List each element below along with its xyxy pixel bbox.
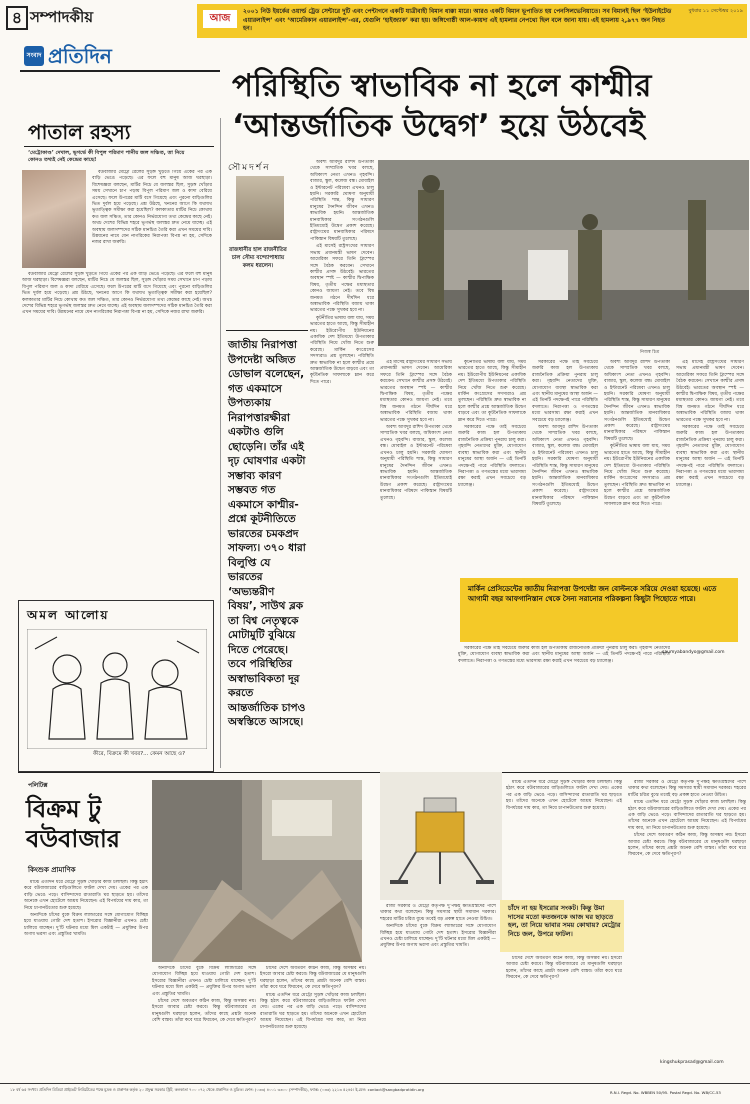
today-label: আজ	[203, 10, 237, 28]
column-body-1-end: কূটনীতির ভাষায় বলা যায়, সময় ভারতের হাতে আছে, কিন্তু সীমাহীন নয়। ইউরোপীয় ইউনিয়নের একাধিক দেশ ইতিমধ্যে উপত্যকার পরিস্থিতি নিয়ে খোঁজ নিতে শুরু করেছে। মার্কিন কংগ্রেসের সদস্যরাও প্রশ্ন তুলছেন। পরিস্থিতি দ্রুত স্বাভাবিক না হলে কাশ্মীর প্রশ্নে আন্তর্জাতিক উদ্বেগ বাড়বে এবং তা কূটনৈতিক সাফল্যকে ম্লান করে দিতে পারে।	[310, 315, 374, 385]
column-body-2-text: এই মাসেই রাষ্ট্রসংঘের সাধারণ সভায় প্রধানমন্ত্রী ভাষণ দেবেন। আমেরিকা সফরে তিনি ট্রাম্পের সঙ্গে বৈঠক করবেন। সেখানে কাশ্মীর প্রসঙ্গ উঠবেই। ভারতের অবস্থান স্পষ্ট — কাশ্মীর দ্বিপাক্ষিক বিষয়, তৃতীয় পক্ষের মধ্যস্থতার কোনও জায়গা নেই। তবে বিশ্ব জনমত গঠনে দীর্ঘদিন ধরে অস্বাভাবিক পরিস্থিতি বজায় থাকা ভারতের পক্ষে সুখকর হবে না।	[380, 360, 452, 423]
feature-body-7-end: চাঁদের দেশে অবতরণ কঠিন কাজ, কিন্তু অসম্ভব নয়। ইসরো আবার চেষ্টা করবে। কিন্তু বউবাজারের যে মানুষগুলি ঘরছাড়া হলেন, তাঁদের কাছে প্রশ্নটা অনেক বেশি বাস্তব। তাঁরা কবে ঘরে ফিরবেন, কে দেবে ক্ষতিপূরণ?	[628, 833, 746, 858]
column-author-email: saumyabandyo@gmail.com	[662, 650, 725, 655]
feature-byline: কিংশুক প্রামাণিক	[28, 866, 76, 874]
editorial-body-text: বউবাজার মেট্রো রেলের সুড়ঙ্গ খুঁড়তে গিয়ে একের পর এক বাড়ি ভেঙে পড়েছে। এর ফলে বহু মানুষ আজ ঘরছাড়া। বিশেষজ্ঞরা বলছেন, মাটির নিচে যে জলস্তর ছিল, সুড়ঙ্গ খোঁড়ার সময় সেখানে চাপ পড়ায় বিপুল পরিমাণ জল ও কাদা বেরিয়ে এসেছে। ফলে উপরের মাটি বসে গিয়েছে এবং পুরনো বাড়িগুলির ভিত দুর্বল হয়ে পড়েছে। প্রশ্ন উঠছে, খননের আগে কি যথাযথ ভূতাত্ত্বিক সমীক্ষা করা হয়েছিল? কলকাতার মাটির নিচে কোথায় কত জল সঞ্চিত, তার কোনও নির্ভরযোগ্য তথ্য কেন্দ্রের কাছে নেই। অথচ দেশের বিভিন্ন শহরে ভূগর্ভস্থ জলস্তর দ্রুত নেমে যাচ্ছে। এই অবস্থায় জলসম্পদের সঠিক মানচিত্র তৈরি করা এখন সময়ের দাবি। উন্নয়নের নামে যেন নাগরিকের নিরাপত্তা বিপন্ন না হয়, সেদিকে নজর রাখা জরুরি।	[22, 272, 212, 316]
feature-callout-text: চাঁদে না হয় ইসরোর সংকট। কিন্তু উমা দাসের মতো কতজনকে আজ ঘর ছাড়তে হল, তা নিয়ে ভাবার সময় কোথায়? মেট্রোর নিচে জল, উপরে ফাটল।	[508, 904, 621, 938]
registration-number: R.N.I. Regd. No. WBBEN 50/95. Postal Regd. No. WB/CC-53	[610, 1090, 721, 1095]
feature-body-3	[260, 966, 366, 1078]
imprint-footer	[0, 1083, 750, 1104]
feature-body-4-more: অন্যদিকে চাঁদের বুকে বিক্রম ল্যান্ডারের সঙ্গে যোগাযোগ বিচ্ছিন্ন হয়ে যাওয়ায় গোটা দেশ হতাশ। ইসরোর বিজ্ঞানীরা এখনও চেষ্টা চালিয়ে যাচ্ছেন। দু’টি ঘটনার মধ্যে মিল একটাই — প্রযুক্তির উপর অগাধ ভরসা এবং প্রস্তুতির খামতি।	[380, 924, 496, 949]
highlight-box	[460, 578, 738, 642]
feature-body-3-more: মাঝে এতদিন ধরে মেট্রো সুড়ঙ্গ খোঁড়ার কাজ চলছিল। কিন্তু হঠাৎ করে বউবাজারের বাড়িগুলিতে ফাটল দেখা দেয়। একের পর এক বাড়ি ভেঙে পড়ে। বাসিন্দাদের রাতারাতি ঘর ছাড়তে হয়। তাঁদের অনেকে এখন হোটেলে আশ্রয় নিয়েছেন। এই বিপর্যয়ের দায় কার, তা নিয়ে চাপানউতোর শুরু হয়েছে।	[260, 992, 366, 1030]
feature-body-4-text: রাজ্য সরকার ও মেট্রো কর্তৃপক্ষ দু’পক্ষই ক্ষতিগ্রস্তদের পাশে থাকার কথা বলেছেন। কিন্তু সমস্যার স্থায়ী সমাধান দরকার। শহরের মাটির চরিত্র বুঝে তবেই বড় প্রকল্প হাতে নেওয়া উচিত।	[380, 904, 496, 922]
editorial-rule	[24, 146, 214, 147]
column-body-3-text: কূটনীতির ভাষায় বলা যায়, সময় ভারতের হাতে আছে, কিন্তু সীমাহীন নয়। ইউরোপীয় ইউনিয়নের একাধিক দেশ ইতিমধ্যে উপত্যকার পরিস্থিতি নিয়ে খোঁজ নিতে শুরু করেছে। মার্কিন কংগ্রেসের সদস্যরাও প্রশ্ন তুলছেন। পরিস্থিতি দ্রুত স্বাভাবিক না হলে কাশ্মীর প্রশ্নে আন্তর্জাতিক উদ্বেগ বাড়বে এবং তা কূটনৈতিক সাফল্যকে ম্লান করে দিতে পারে।	[458, 360, 526, 423]
editorial-lede: ‘মেট্রোকাণ্ড’ দেখাল, ভূগর্ভে কী বিপুল পরিমাণ পানীয় জল সঞ্চিত, তা নিয়ে কোনও তথ্যই নেই কেন্দ্রের কাছে!	[28, 150, 185, 163]
column-body-5	[604, 360, 670, 572]
issue-date: বুধবার ১১ সেপ্টেম্বর ২০১৯	[688, 8, 743, 14]
column-body-4-text: সরকারের পক্ষে তাই সবচেয়ে জরুরি কাজ হল উপত্যকায় রাজনৈতিক প্রক্রিয়া পুনরায় চালু করা। গৃহবন্দি নেতাদের মুক্তি, যোগাযোগ ব্যবস্থা স্বাভাবিক করা এবং স্থানীয় মানুষের আস্থা অর্জন — এই তিনটি পদক্ষেপই পারে পরিস্থিতি বদলাতে। নিরাপত্তা ও গণতন্ত্রের মধ্যে ভারসাম্য রক্ষা করাই এখন সবচেয়ে বড় চ্যালেঞ্জ।	[532, 360, 598, 423]
feature-author-email: kingshukprasad@gmail.com	[660, 1060, 724, 1065]
building-collapse-photo	[152, 780, 362, 962]
feature-body-7	[628, 780, 746, 1056]
cartoon-tag: অমল আলোয়	[27, 608, 110, 622]
page-number: ৪	[6, 6, 28, 30]
cartoon-panel	[18, 600, 214, 772]
author-blurb: রাজধানীর হাল রাজনীতির চাল সৌম্য বন্দ্যোপাধ্যায় কলম ধরলেন।	[229, 247, 287, 269]
logo-rule	[20, 70, 220, 72]
editorial-title: পাতাল রহস্য	[28, 120, 131, 144]
today-in-history-box	[197, 4, 747, 38]
collapse-thumbnail	[22, 170, 86, 268]
column-body-1-more: এই মাসেই রাষ্ট্রসংঘের সাধারণ সভায় প্রধানমন্ত্রী ভাষণ দেবেন। আমেরিকা সফরে তিনি ট্রাম্পের সঙ্গে বৈঠক করবেন। সেখানে কাশ্মীর প্রসঙ্গ উঠবেই। ভারতের অবস্থান স্পষ্ট — কাশ্মীর দ্বিপাক্ষিক বিষয়, তৃতীয় পক্ষের মধ্যস্থতার কোনও জায়গা নেই। তবে বিশ্ব জনমত গঠনে দীর্ঘদিন ধরে অস্বাভাবিক পরিস্থিতি বজায় থাকা ভারতের পক্ষে সুখকর হবে না।	[310, 244, 374, 314]
collapse-photo-scene	[152, 780, 362, 962]
feature-body-7-text: রাজ্য সরকার ও মেট্রো কর্তৃপক্ষ দু’পক্ষই ক্ষতিগ্রস্তদের পাশে থাকার কথা বলেছেন। কিন্তু সমস্যার স্থায়ী সমাধান দরকার। শহরের মাটির চরিত্র বুঝে তবেই বড় প্রকল্প হাতে নেওয়া উচিত।	[628, 780, 746, 798]
kashmir-security-photo	[378, 160, 749, 346]
chandrayaan-lander-illustration	[380, 772, 502, 900]
feature-section-tag: পলিটিক্স	[28, 782, 48, 789]
feature-body-7-more: মাঝে এতদিন ধরে মেট্রো সুড়ঙ্গ খোঁড়ার কাজ চলছিল। কিন্তু হঠাৎ করে বউবাজারের বাড়িগুলিতে ফাটল দেখা দেয়। একের পর এক বাড়ি ভেঙে পড়ে। বাসিন্দাদের রাতারাতি ঘর ছাড়তে হয়। তাঁদের অনেকে এখন হোটেলে আশ্রয় নিয়েছেন। এই বিপর্যয়ের দায় কার, তা নিয়ে চাপানউতোর শুরু হয়েছে।	[628, 800, 746, 831]
feature-body-1-more: অন্যদিকে চাঁদের বুকে বিক্রম ল্যান্ডারের সঙ্গে যোগাযোগ বিচ্ছিন্ন হয়ে যাওয়ায় গোটা দেশ হতাশ। ইসরোর বিজ্ঞানীরা এখনও চেষ্টা চালিয়ে যাচ্ছেন। দু’টি ঘটনার মধ্যে মিল একটাই — প্রযুক্তির উপর অগাধ ভরসা এবং প্রস্তুতির খামতি।	[24, 913, 148, 938]
cartoon-drawing	[27, 629, 207, 749]
newspaper-logo	[24, 44, 194, 68]
feature-body-5-text: মাঝে এতদিন ধরে মেট্রো সুড়ঙ্গ খোঁড়ার কাজ চলছিল। কিন্তু হঠাৎ করে বউবাজারের বাড়িগুলিতে ফাটল দেখা দেয়। একের পর এক বাড়ি ভেঙে পড়ে। বাসিন্দাদের রাতারাতি ঘর ছাড়তে হয়। তাঁদের অনেকে এখন হোটেলে আশ্রয় নিয়েছেন। এই বিপর্যয়ের দায় কার, তা নিয়ে চাপানউতোর শুরু হয়েছে।	[506, 780, 622, 811]
feature-body-6	[506, 956, 622, 1078]
column-body-5-more: কূটনীতির ভাষায় বলা যায়, সময় ভারতের হাতে আছে, কিন্তু সীমাহীন নয়। ইউরোপীয় ইউনিয়নের একাধিক দেশ ইতিমধ্যে উপত্যকার পরিস্থিতি নিয়ে খোঁজ নিতে শুরু করেছে। মার্কিন কংগ্রেসের সদস্যরাও প্রশ্ন তুলছেন। পরিস্থিতি দ্রুত স্বাভাবিক না হলে কাশ্মীর প্রশ্নে আন্তর্জাতিক উদ্বেগ বাড়বে এবং তা কূটনৈতিক সাফল্যকে ম্লান করে দিতে পারে।	[604, 444, 670, 507]
feature-body-2	[152, 966, 256, 1078]
column-body-1-text: অবশ্য আবদুর রাশিদ উপত্যকা থেকে সাম্প্রতিক খবর বলছে, অধিকাংশ নেতা এখনও গৃহবন্দি। বাজার, স্কুল, কলেজ বন্ধ। মোবাইল ও ইন্টারনেট পরিষেবা এখনও চালু হয়নি। সরকারি ঘোষণা অনুযায়ী পরিস্থিতি শান্ত, কিন্তু সাধারণ মানুষের দৈনন্দিন জীবন এখনও স্বাভাবিক হয়নি। আন্তর্জাতিক মানবাধিকার সংগঠনগুলি ইতিমধ্যেই উদ্বেগ প্রকাশ করেছে। রাষ্ট্রসংঘের মানবাধিকার পরিষদে পাকিস্তান বিষয়টি তুলেছে।	[310, 160, 374, 242]
feature-callout	[500, 900, 624, 952]
column-body-4	[532, 360, 598, 572]
pullquote: জাতীয় নিরাপত্তা উপদেষ্টা অজিত ডোভাল বলেছেন, গত একমাসে উপত্যকায় নিরাপত্তারক্ষীরা একটাও গুলি ছোড়েনি। তাঁর এই দৃঢ় ঘোষণার একটা সম্ভাব্য কারণ সম্ভবত গত একমাসে কাশ্মীর-প্রশ্নে কূটনীতিতে ভারতের চমকপ্রদ সাফল্য। ৩৭০ ধারা বিলুপ্তি যে ভারতের ‘অভ্যন্তরীণ বিষয়’, সাউথ ব্লক তা বিশ্ব নেতৃত্বকে মোটামুটি বুঝিয়ে দিতে পেরেছে। তবে পরিস্থিতির অস্বাভাবিকতা দূর করতে আন্তর্জাতিক চাপও অস্বস্তিতে আসছে।	[228, 339, 306, 728]
column-body-2	[380, 360, 452, 768]
editorial-body-top	[92, 170, 212, 270]
column-body-6-text: এই মাসেই রাষ্ট্রসংঘের সাধারণ সভায় প্রধানমন্ত্রী ভাষণ দেবেন। আমেরিকা সফরে তিনি ট্রাম্পের সঙ্গে বৈঠক করবেন। সেখানে কাশ্মীর প্রসঙ্গ উঠবেই। ভারতের অবস্থান স্পষ্ট — কাশ্মীর দ্বিপাক্ষিক বিষয়, তৃতীয় পক্ষের মধ্যস্থতার কোনও জায়গা নেই। তবে বিশ্ব জনমত গঠনে দীর্ঘদিন ধরে অস্বাভাবিক পরিস্থিতি বজায় থাকা ভারতের পক্ষে সুখকর হবে না।	[676, 360, 744, 423]
editorial-body	[22, 272, 212, 590]
today-text: ২০০১ নিউ ইয়র্কের ওয়ার্ল্ড ট্রেড সেন্টারে দুটি এবং পেন্টাগনে একটি যাত্রীবাহী বিমান ধাক্কা মারে। আরও একটি বিমান ভূপাতিত হয় পেনসিলভেনিয়াতে। সব বিমানই ছিল ‘ইউনাইটেড এয়ারলাইন্স’ এবং ‘আমেরিকান এয়ারলাইন্স’-এর, যেগুলি ‘হাইজ্যাক’ করা হয়। জঙ্গিগোষ্ঠী আল-কায়দা এই হামলার নেপথ্যে ছিল বলে জানা যায়। এই হামলায় ২,৯৭৭ জন নিহত হন।	[243, 8, 672, 32]
logo-text: প্রতিদিন	[48, 44, 112, 68]
column-body-7-text: সরকারের পক্ষে তাই সবচেয়ে জরুরি কাজ হল উপত্যকায় রাজনৈতিক প্রক্রিয়া পুনরায় চালু করা। গৃহবন্দি নেতাদের মুক্তি, যোগাযোগ ব্যবস্থা স্বাভাবিক করা এবং স্থানীয় মানুষের আস্থা অর্জন — এই তিনটি পদক্ষেপই পারে পরিস্থিতি বদলাতে। নিরাপত্তা ও গণতন্ত্রের মধ্যে ভারসাম্য রক্ষা করাই এখন সবচেয়ে বড় চ্যালেঞ্জ।	[458, 646, 670, 664]
feature-title: বিক্রম টু বউবাজার	[26, 795, 121, 853]
pullquote-rule	[226, 330, 308, 331]
column-body-5-text: অবশ্য আবদুর রাশিদ উপত্যকা থেকে সাম্প্রতিক খবর বলছে, অধিকাংশ নেতা এখনও গৃহবন্দি। বাজার, স্কুল, কলেজ বন্ধ। মোবাইল ও ইন্টারনেট পরিষেবা এখনও চালু হয়নি। সরকারি ঘোষণা অনুযায়ী পরিস্থিতি শান্ত, কিন্তু সাধারণ মানুষের দৈনন্দিন জীবন এখনও স্বাভাবিক হয়নি। আন্তর্জাতিক মানবাধিকার সংগঠনগুলি ইতিমধ্যেই উদ্বেগ প্রকাশ করেছে। রাষ্ট্রসংঘের মানবাধিকার পরিষদে পাকিস্তান বিষয়টি তুলেছে।	[604, 360, 670, 442]
feature-body-5	[506, 780, 622, 898]
highlight-text: মার্কিন প্রেসিডেন্টের জাতীয় নিরাপত্তা উপদেষ্টা জন বোল্টনকে সরিয়ে দেওয়া হয়েছে। এতে আগামী বছর আফগানিস্তান থেকে সৈন্য সরানোর পরিকল্পনা কিছুটা পিছোতে পারে।	[468, 585, 717, 603]
logo-mark-icon: সংবাদ	[24, 46, 44, 66]
column-tag: সৌমদর্শন	[228, 163, 271, 173]
column-divider	[220, 118, 221, 768]
kashmir-photo-scene	[378, 160, 749, 346]
author-photo	[236, 176, 284, 240]
feature-body-2-more: চাঁদের দেশে অবতরণ কঠিন কাজ, কিন্তু অসম্ভব নয়। ইসরো আবার চেষ্টা করবে। কিন্তু বউবাজারের যে মানুষগুলি ঘরছাড়া হলেন, তাঁদের কাছে প্রশ্নটা অনেক বেশি বাস্তব। তাঁরা কবে ঘরে ফিরবেন, কে দেবে ক্ষতিপূরণ?	[152, 999, 256, 1024]
imprint-text: ১৮ বর্ষ ৬৫ সংখ্যা। প্রতিদিন মিডিয়া প্রাইভেট লিমিটেডের পক্ষে মুদ্রক ও প্রকাশক কর্তৃক ২০ প্রফুল্ল সরকার স্ট্রিট, কলকাতা ৭০০ ০৭২ থেকে প্রকাশিত ও মুদ্রিত। ফোন: (০৩৩) ৪০০১ ৩৩০০ (সম্পাদকীয়), ফ্যাক্স: (০৩৩) ২২১৩ ৫২৪৫। ই-মেল: contact@sangbadpratidin.org	[10, 1087, 425, 1092]
column-body-3	[458, 360, 526, 572]
lander-drawing	[380, 772, 502, 900]
column-body-4-more: অবশ্য আবদুর রাশিদ উপত্যকা থেকে সাম্প্রতিক খবর বলছে, অধিকাংশ নেতা এখনও গৃহবন্দি। বাজার, স্কুল, কলেজ বন্ধ। মোবাইল ও ইন্টারনেট পরিষেবা এখনও চালু হয়নি। সরকারি ঘোষণা অনুযায়ী পরিস্থিতি শান্ত, কিন্তু সাধারণ মানুষের দৈনন্দিন জীবন এখনও স্বাভাবিক হয়নি। আন্তর্জাতিক মানবাধিকার সংগঠনগুলি ইতিমধ্যেই উদ্বেগ প্রকাশ করেছে। রাষ্ট্রসংঘের মানবাধিকার পরিষদে পাকিস্তান বিষয়টি তুলেছে।	[532, 425, 598, 507]
column-body-6-more: সরকারের পক্ষে তাই সবচেয়ে জরুরি কাজ হল উপত্যকায় রাজনৈতিক প্রক্রিয়া পুনরায় চালু করা। গৃহবন্দি নেতাদের মুক্তি, যোগাযোগ ব্যবস্থা স্বাভাবিক করা এবং স্থানীয় মানুষের আস্থা অর্জন — এই তিনটি পদক্ষেপই পারে পরিস্থিতি বদলাতে। নিরাপত্তা ও গণতন্ত্রের মধ্যে ভারসাম্য রক্ষা করাই এখন সবচেয়ে বড় চ্যালেঞ্জ।	[676, 425, 744, 488]
column-body-6	[676, 360, 744, 768]
cartoon-caption: কীরে, বিক্রমে কী খবর?... কেমন আছে ও?	[92, 751, 186, 757]
column-body-3-more: সরকারের পক্ষে তাই সবচেয়ে জরুরি কাজ হল উপত্যকায় রাজনৈতিক প্রক্রিয়া পুনরায় চালু করা। গৃহবন্দি নেতাদের মুক্তি, যোগাযোগ ব্যবস্থা স্বাভাবিক করা এবং স্থানীয় মানুষের আস্থা অর্জন — এই তিনটি পদক্ষেপই পারে পরিস্থিতি বদলাতে। নিরাপত্তা ও গণতন্ত্রের মধ্যে ভারসাম্য রক্ষা করাই এখন সবচেয়ে বড় চ্যালেঞ্জ।	[458, 425, 526, 488]
feature-body-4	[380, 904, 496, 1078]
feature-body-2-text: অন্যদিকে চাঁদের বুকে বিক্রম ল্যান্ডারের সঙ্গে যোগাযোগ বিচ্ছিন্ন হয়ে যাওয়ায় গোটা দেশ হতাশ। ইসরোর বিজ্ঞানীরা এখনও চেষ্টা চালিয়ে যাচ্ছেন। দু’টি ঘটনার মধ্যে মিল একটাই — প্রযুক্তির উপর অগাধ ভরসা এবং প্রস্তুতির খামতি।	[152, 966, 256, 997]
photo-credit: নিজস্ব চিত্র	[640, 350, 660, 355]
section-label: সম্পাদকীয়	[30, 8, 94, 26]
editorial-body-top-text: বউবাজার মেট্রো রেলের সুড়ঙ্গ খুঁড়তে গিয়ে একের পর এক বাড়ি ভেঙে পড়েছে। এর ফলে বহু মানুষ আজ ঘরছাড়া। বিশেষজ্ঞরা বলছেন, মাটির নিচে যে জলস্তর ছিল, সুড়ঙ্গ খোঁড়ার সময় সেখানে চাপ পড়ায় বিপুল পরিমাণ জল ও কাদা বেরিয়ে এসেছে। ফলে উপরের মাটি বসে গিয়েছে এবং পুরনো বাড়িগুলির ভিত দুর্বল হয়ে পড়েছে। প্রশ্ন উঠছে, খননের আগে কি যথাযথ ভূতাত্ত্বিক সমীক্ষা করা হয়েছিল? কলকাতার মাটির নিচে কোথায় কত জল সঞ্চিত, তার কোনও নির্ভরযোগ্য তথ্য কেন্দ্রের কাছে নেই। অথচ দেশের বিভিন্ন শহরে ভূগর্ভস্থ জলস্তর দ্রুত নেমে যাচ্ছে। এই অবস্থায় জলসম্পদের সঠিক মানচিত্র তৈরি করা এখন সময়ের দাবি। উন্নয়নের নামে যেন নাগরিকের নিরাপত্তা বিপন্ন না হয়, সেদিকে নজর রাখা জরুরি।	[92, 170, 212, 246]
column-body-7	[458, 646, 670, 768]
feature-body-6-text: চাঁদের দেশে অবতরণ কঠিন কাজ, কিন্তু অসম্ভব নয়। ইসরো আবার চেষ্টা করবে। কিন্তু বউবাজারের যে মানুষগুলি ঘরছাড়া হলেন, তাঁদের কাছে প্রশ্নটা অনেক বেশি বাস্তব। তাঁরা কবে ঘরে ফিরবেন, কে দেবে ক্ষতিপূরণ?	[506, 956, 622, 981]
feature-body-1	[24, 880, 148, 1078]
feature-body-1-text: মাঝে এতদিন ধরে মেট্রো সুড়ঙ্গ খোঁড়ার কাজ চলছিল। কিন্তু হঠাৎ করে বউবাজারের বাড়িগুলিতে ফাটল দেখা দেয়। একের পর এক বাড়ি ভেঙে পড়ে। বাসিন্দাদের রাতারাতি ঘর ছাড়তে হয়। তাঁদের অনেকে এখন হোটেলে আশ্রয় নিয়েছেন। এই বিপর্যয়ের দায় কার, তা নিয়ে চাপানউতোর শুরু হয়েছে।	[24, 880, 148, 911]
main-headline: পরিস্থিতি স্বাভাবিক না হলে কাশ্মীর ‘আন্তর্জাতিক উদ্বেগ’ হয়ে উঠবেই	[232, 68, 652, 144]
feature-body-3-text: চাঁদের দেশে অবতরণ কঠিন কাজ, কিন্তু অসম্ভব নয়। ইসরো আবার চেষ্টা করবে। কিন্তু বউবাজারের যে মানুষগুলি ঘরছাড়া হলেন, তাঁদের কাছে প্রশ্নটা অনেক বেশি বাস্তব। তাঁরা কবে ঘরে ফিরবেন, কে দেবে ক্ষতিপূরণ?	[260, 966, 366, 991]
column-body-1	[310, 160, 374, 768]
column-body-2-more: অবশ্য আবদুর রাশিদ উপত্যকা থেকে সাম্প্রতিক খবর বলছে, অধিকাংশ নেতা এখনও গৃহবন্দি। বাজার, স্কুল, কলেজ বন্ধ। মোবাইল ও ইন্টারনেট পরিষেবা এখনও চালু হয়নি। সরকারি ঘোষণা অনুযায়ী পরিস্থিতি শান্ত, কিন্তু সাধারণ মানুষের দৈনন্দিন জীবন এখনও স্বাভাবিক হয়নি। আন্তর্জাতিক মানবাধিকার সংগঠনগুলি ইতিমধ্যেই উদ্বেগ প্রকাশ করেছে। রাষ্ট্রসংঘের মানবাধিকার পরিষদে পাকিস্তান বিষয়টি তুলেছে।	[380, 425, 452, 501]
